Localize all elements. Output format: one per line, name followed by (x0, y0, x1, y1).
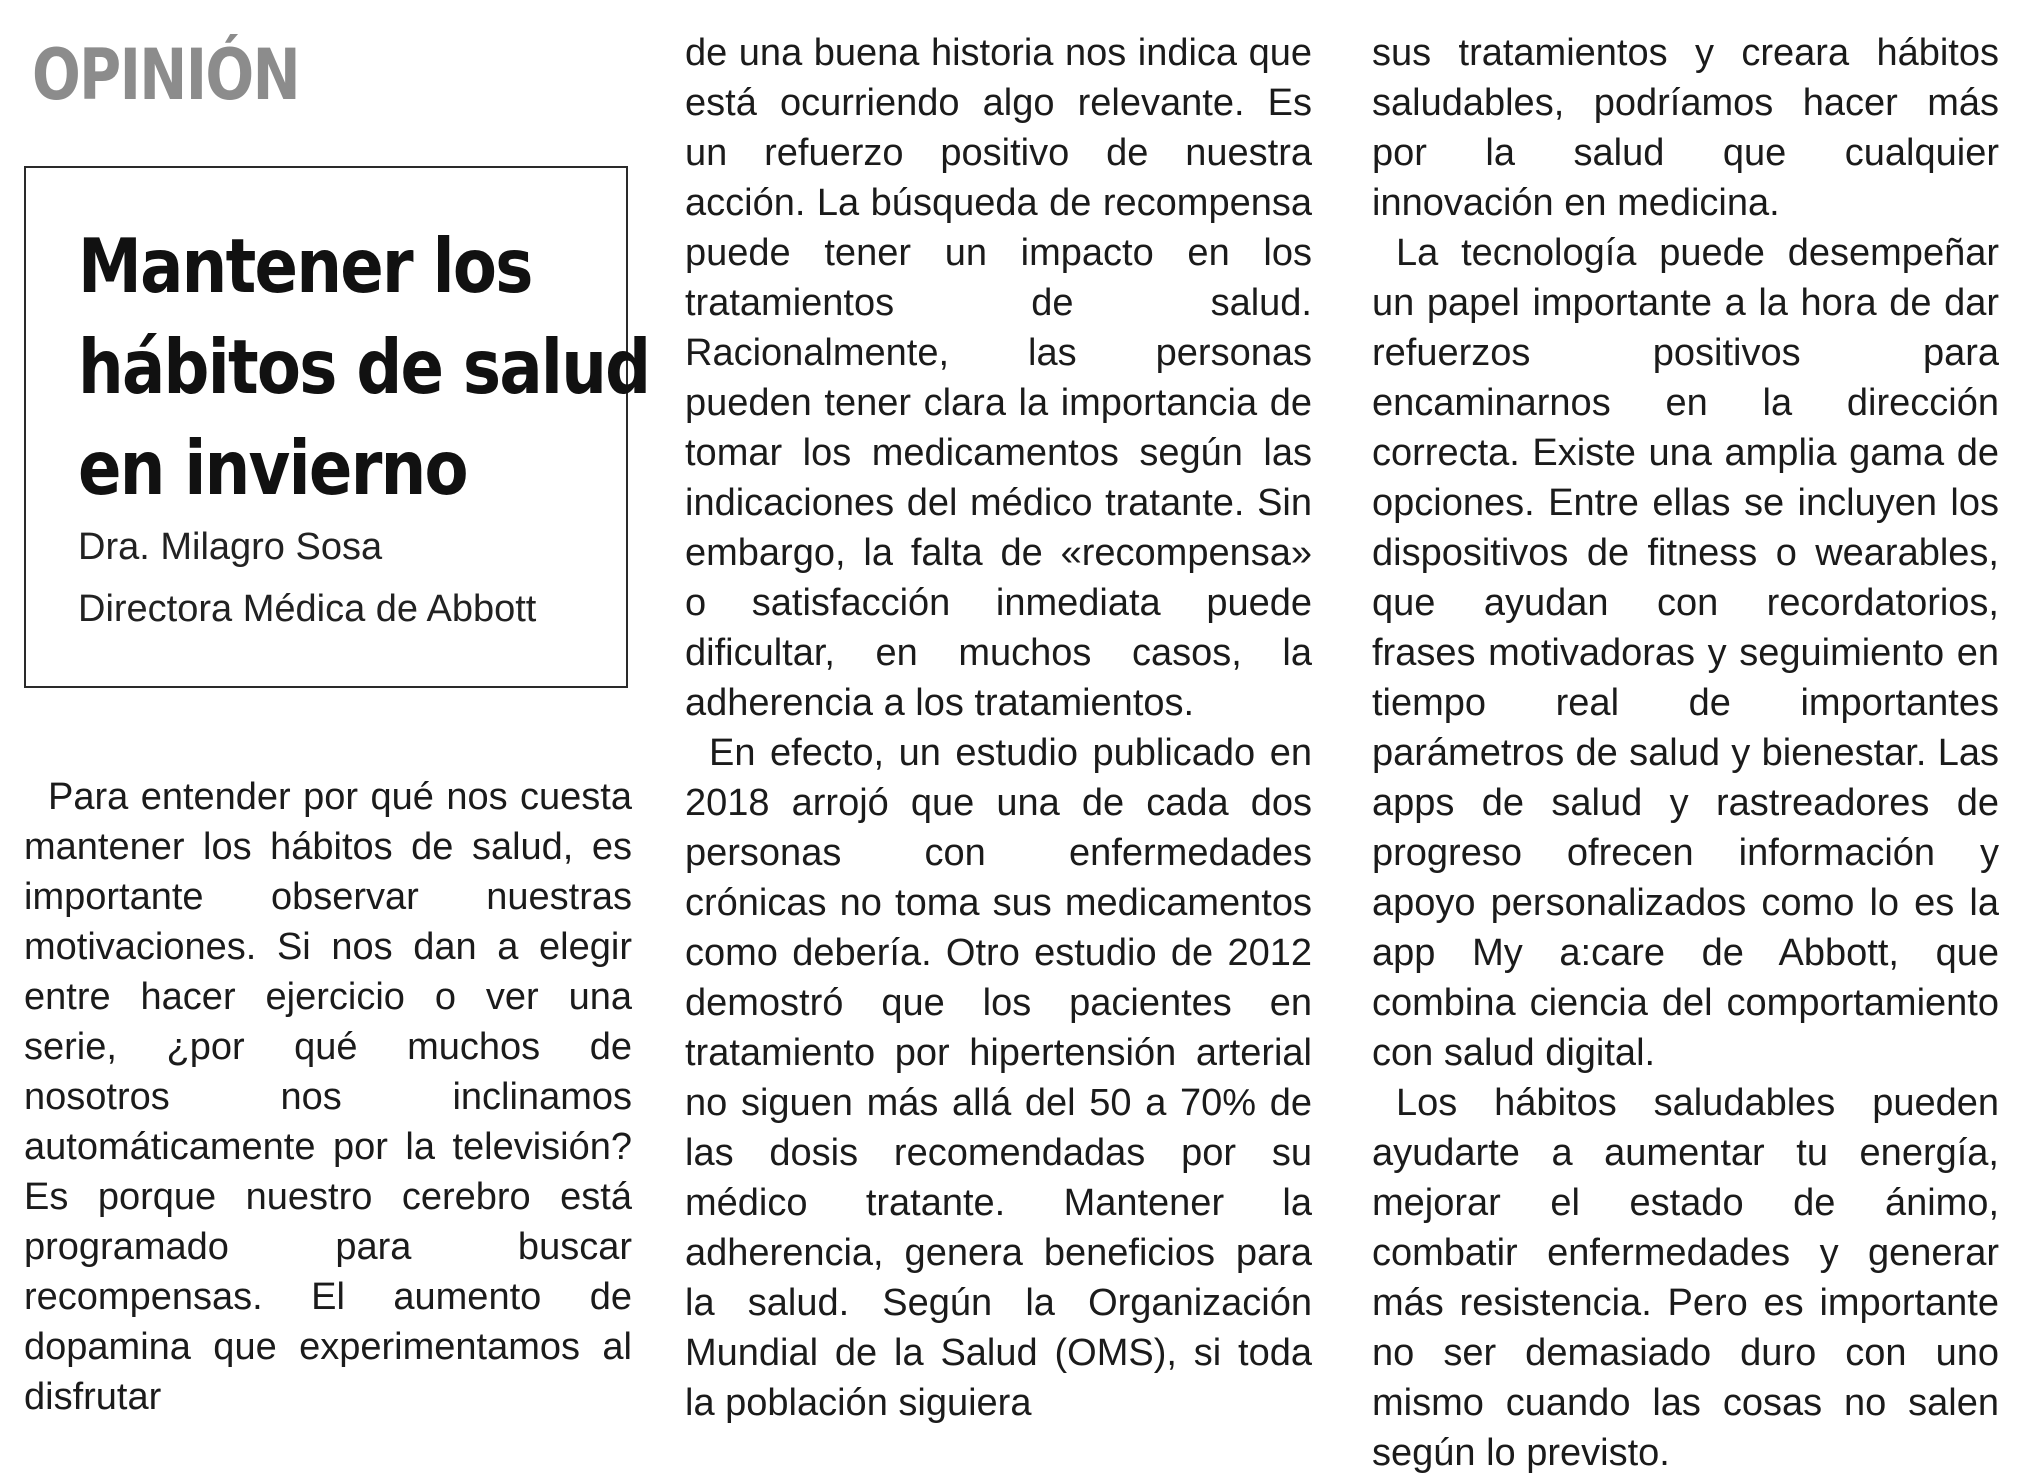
article-paragraph: En efecto, un estudio publicado en 2018 arrojó que una de cada dos personas con enfermedades crónicas no toma sus medicamentos como debería. Otro estudio de 2012 demostró que los pacientes en tratamiento por hipertensión arterial no siguen más allá del 50 a 70% de las dosis recomendadas por su médico tratante. Mantener la adherencia, genera beneficios para la salud. Según la Organización Mundial de la Salud (OMS), si toda la población siguiera (685, 732, 1312, 1424)
headline-line: Mantener los (78, 222, 532, 310)
article-paragraph: Los hábitos saludables pueden ayudarte a aumentar tu energía, mejorar el estado de ánimo, combatir enfermedades y generar más resistencia. Pero es importante no ser demasiado duro con uno mismo cuando las cosas no salen según lo previsto. (1372, 1082, 1999, 1474)
article-column-1 (24, 772, 632, 1422)
article-column-3 (1372, 28, 1999, 1478)
headline-line: en invierno (78, 424, 467, 512)
article-column-2 (685, 28, 1312, 1428)
article-paragraph: de una buena historia nos indica que está ocurriendo algo relevante. Es un refuerzo positivo de nuestra acción. La búsqueda de recompensa puede tener un impacto en los tratamientos de salud. Racionalmente, las personas pueden tener clara la importancia de tomar los medicamentos según las indicaciones del médico tratante. Sin embargo, la falta de «recompensa» o satisfacción inmediata puede dificultar, en muchos casos, la adherencia a los tratamientos. (685, 32, 1312, 724)
article-headline (78, 216, 649, 519)
section-label: OPINIÓN (32, 34, 299, 116)
article-paragraph: La tecnología puede desempeñar un papel importante a la hora de dar refuerzos positivos para encaminarnos en la dirección correcta. Existe una amplia gama de opciones. Entre ellas se incluyen los dispositivos de fitness o wearables, que ayudan con recordatorios, frases motivadoras y seguimiento en tiempo real de importantes parámetros de salud y bienestar. Las apps de salud y rastreadores de progreso ofrecen información y apoyo personalizados como lo es la app My a:care de Abbott, que combina ciencia del comportamiento con salud digital. (1372, 232, 1999, 1074)
article-paragraph: sus tratamientos y creara hábitos saludables, podríamos hacer más por la salud que cualquier innovación en medicina. (1372, 32, 1999, 224)
article-paragraph: Para entender por qué nos cuesta mantener los hábitos de salud, es importante observar nuestras motivaciones. Si nos dan a elegir entre hacer ejercicio o ver una serie, ¿por qué muchos de nosotros nos inclinamos automáticamente por la televisión? Es porque nuestro cerebro está programado para buscar recompensas. El aumento de dopamina que experimentamos al disfrutar (24, 776, 632, 1418)
author-name: Dra. Milagro Sosa (78, 526, 383, 568)
author-role: Directora Médica de Abbott (78, 588, 537, 630)
headline-box (24, 166, 650, 688)
headline-line: hábitos de salud (78, 323, 650, 411)
